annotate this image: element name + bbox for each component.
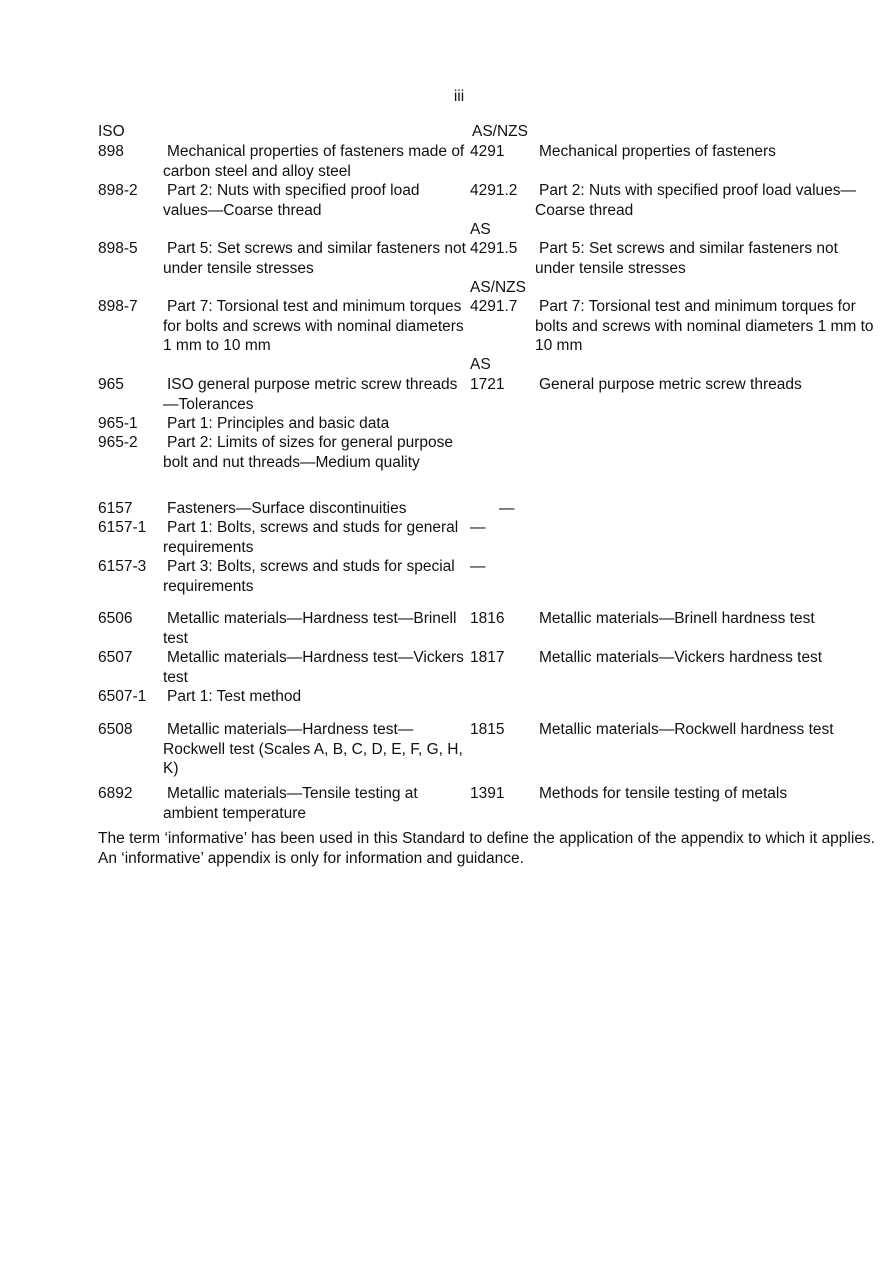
as-nzs-column-header: AS/NZS xyxy=(472,123,528,140)
as-number: 4291 xyxy=(470,143,505,160)
table-row xyxy=(98,648,878,687)
as-title: Part 5: Set screws and similar fasteners not under tensile stresses xyxy=(535,240,838,277)
table-row xyxy=(98,433,878,499)
as-number: — xyxy=(470,519,486,536)
iso-title: Mechanical properties of fasteners made of carbon steel and alloy steel xyxy=(163,143,465,180)
iso-number: 898-5 xyxy=(98,240,138,257)
iso-number: 6506 xyxy=(98,610,133,627)
table-row xyxy=(98,181,878,239)
iso-title: ISO general purpose metric screw threads—Tolerances xyxy=(163,376,458,413)
as-title: Part 2: Nuts with specified proof load values—Coarse thread xyxy=(535,182,857,219)
as-title: Part 7: Torsional test and minimum torques for bolts and screws with nominal diameters 1 mm to 10 mm xyxy=(535,298,874,354)
table-row xyxy=(98,239,878,297)
as-number: — xyxy=(470,558,486,575)
as-number: 1817 xyxy=(470,649,505,666)
iso-title: Part 1: Test method xyxy=(167,688,302,705)
iso-title: Part 1: Principles and basic data xyxy=(167,415,390,432)
as-prefix: AS xyxy=(470,221,491,238)
iso-number: 898-2 xyxy=(98,182,138,199)
iso-title: Part 3: Bolts, screws and studs for special requirements xyxy=(163,558,455,595)
as-number: 1721 xyxy=(470,376,505,393)
iso-number: 965-2 xyxy=(98,434,138,451)
reference-table xyxy=(98,122,878,823)
table-row xyxy=(98,375,878,414)
iso-number: 6508 xyxy=(98,721,133,738)
table-row xyxy=(98,414,878,433)
as-title: Metallic materials—Rockwell hardness test xyxy=(539,721,834,738)
iso-title: Metallic materials—Hardness test—Brinell test xyxy=(163,610,457,647)
as-number: 4291.7 xyxy=(470,298,518,315)
table-row xyxy=(98,784,878,823)
as-number: 1816 xyxy=(470,610,505,627)
table-row xyxy=(98,297,878,375)
as-prefix: AS/NZS xyxy=(470,279,526,296)
table-header-row xyxy=(98,122,878,142)
iso-number: 6157-1 xyxy=(98,519,147,536)
table-row xyxy=(98,142,878,181)
table-row xyxy=(98,720,878,784)
iso-column-header: ISO xyxy=(98,123,125,140)
iso-title: Metallic materials—Hardness test—Rockwell test (Scales A, B, C, D, E, F, G, H, K) xyxy=(163,721,463,777)
iso-title: Part 2: Nuts with specified proof load values—Coarse thread xyxy=(163,182,420,219)
as-prefix: AS xyxy=(470,356,491,373)
iso-number: 898 xyxy=(98,143,124,160)
iso-number: 6157 xyxy=(98,500,133,517)
iso-title: Fasteners—Surface discontinuities xyxy=(167,500,407,517)
iso-title: Part 2: Limits of sizes for general purpose bolt and nut threads—Medium quality xyxy=(163,434,454,471)
table-row xyxy=(98,687,878,720)
as-number: — xyxy=(499,500,515,517)
as-number: 4291.2 xyxy=(470,182,518,199)
as-title: Mechanical properties of fasteners xyxy=(539,143,776,160)
as-title: Metallic materials—Brinell hardness test xyxy=(539,610,815,627)
iso-number: 965 xyxy=(98,376,124,393)
iso-number: 6507 xyxy=(98,649,133,666)
informative-note: The term ‘informative’ has been used in this Standard to define the application of the appendix to which it applies. An ‘informative’ appendix is only for information and guidance. xyxy=(98,830,875,867)
iso-title: Part 1: Bolts, screws and studs for general requirements xyxy=(163,519,459,556)
table-row xyxy=(98,499,878,518)
page-number: iii xyxy=(453,88,465,105)
as-number: 4291.5 xyxy=(470,240,518,257)
iso-title: Metallic materials—Hardness test—Vickers test xyxy=(163,649,464,686)
as-title: Metallic materials—Vickers hardness test xyxy=(539,649,823,666)
as-number: 1815 xyxy=(470,721,505,738)
table-row xyxy=(98,518,878,557)
as-number: 1391 xyxy=(470,785,505,802)
iso-number: 6157-3 xyxy=(98,558,147,575)
table-row xyxy=(98,557,878,609)
iso-title: Metallic materials—Tensile testing at ambient temperature xyxy=(163,785,418,822)
as-title: General purpose metric screw threads xyxy=(539,376,802,393)
iso-title: Part 5: Set screws and similar fasteners not under tensile stresses xyxy=(163,240,466,277)
table-row xyxy=(98,609,878,648)
iso-number: 6892 xyxy=(98,785,133,802)
iso-number: 6507-1 xyxy=(98,688,147,705)
iso-number: 965-1 xyxy=(98,415,138,432)
iso-title: Part 7: Torsional test and minimum torques for bolts and screws with nominal diameters 1 mm to 10 mm xyxy=(163,298,464,354)
iso-number: 898-7 xyxy=(98,298,138,315)
as-title: Methods for tensile testing of metals xyxy=(539,785,788,802)
